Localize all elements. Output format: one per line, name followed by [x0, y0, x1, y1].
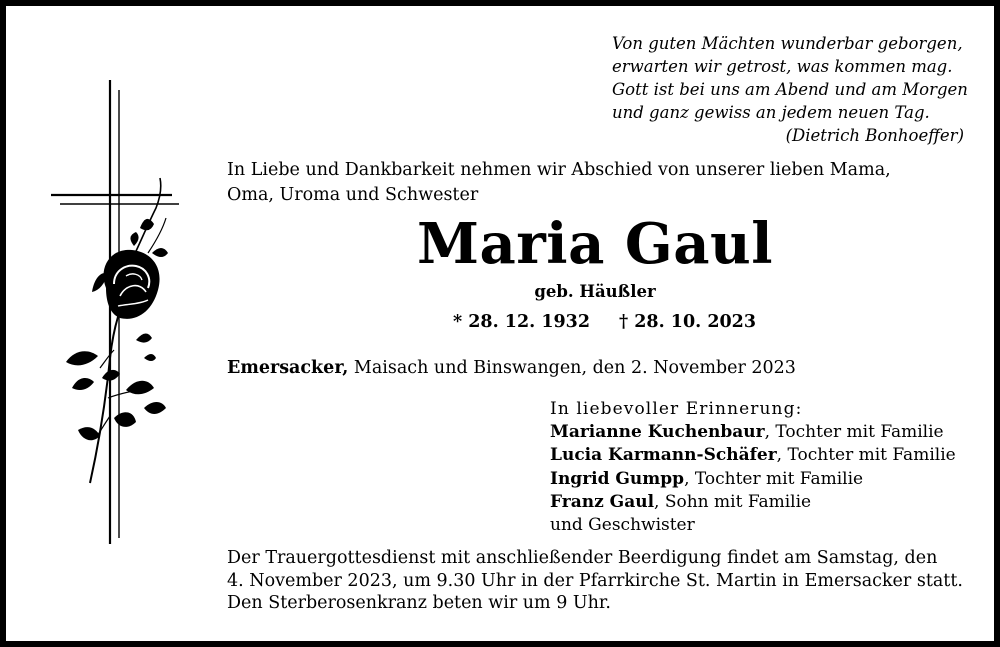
farewell-intro	[227, 158, 927, 208]
mourners-heading: In liebevoller Erinnerung:	[550, 399, 803, 419]
service-info	[227, 547, 977, 615]
death-date: † 28. 10. 2023	[619, 312, 757, 332]
mourner-relation: , Sohn mit Familie	[654, 491, 812, 512]
intro-line: In Liebe und Dankbarkeit nehmen wir Abschied von unserer lieben Mama,	[227, 160, 891, 180]
mourner-entry	[550, 421, 970, 444]
mourner-relation: , Tochter mit Familie	[776, 445, 956, 466]
poem-line: und ganz gewiss an jedem neuen Tag.	[612, 103, 930, 122]
deceased-name: Maria Gaul	[417, 211, 773, 277]
mourners-list	[550, 398, 970, 537]
mourner-entry	[550, 444, 970, 467]
place-and-date	[227, 358, 796, 378]
mourner-name: Lucia Karmann-Schäfer	[550, 445, 777, 466]
intro-line: Oma, Uroma und Schwester	[227, 185, 479, 205]
service-line: Der Trauergottesdienst mit anschließender Beerdigung findet am Samstag, den	[227, 548, 938, 568]
town-name: Emersacker,	[227, 358, 349, 378]
service-line: Den Sterberosenkranz beten wir um 9 Uhr.	[227, 593, 611, 613]
mourner-entry	[550, 468, 970, 491]
service-line: 4. November 2023, um 9.30 Uhr in der Pfarrkirche St. Martin in Emersacker statt.	[227, 570, 963, 591]
bonhoeffer-poem	[612, 32, 968, 147]
birth-date: * 28. 12. 1932	[453, 312, 591, 332]
mourner-name: Marianne Kuchenbaur	[550, 422, 765, 443]
mourners-closing: und Geschwister	[550, 515, 695, 536]
cross-with-rose-icon	[48, 78, 188, 548]
mourner-relation: , Tochter mit Familie	[684, 468, 864, 489]
mourner-name: Franz Gaul	[550, 491, 655, 512]
maiden-name: geb. Häußler	[534, 282, 656, 301]
mourner-entry	[550, 491, 970, 514]
mourner-relation: , Tochter mit Familie	[764, 422, 944, 443]
poem-line: Gott ist bei uns am Abend und am Morgen	[612, 80, 968, 99]
poem-line: erwarten wir getrost, was kommen mag.	[612, 57, 953, 76]
place-rest: Maisach und Binswangen, den 2. November 2023	[348, 358, 796, 378]
mourner-name: Ingrid Gumpp	[550, 468, 685, 489]
poem-author: (Dietrich Bonhoeffer)	[785, 126, 964, 145]
poem-line: Von guten Mächten wunderbar geborgen,	[612, 34, 963, 53]
